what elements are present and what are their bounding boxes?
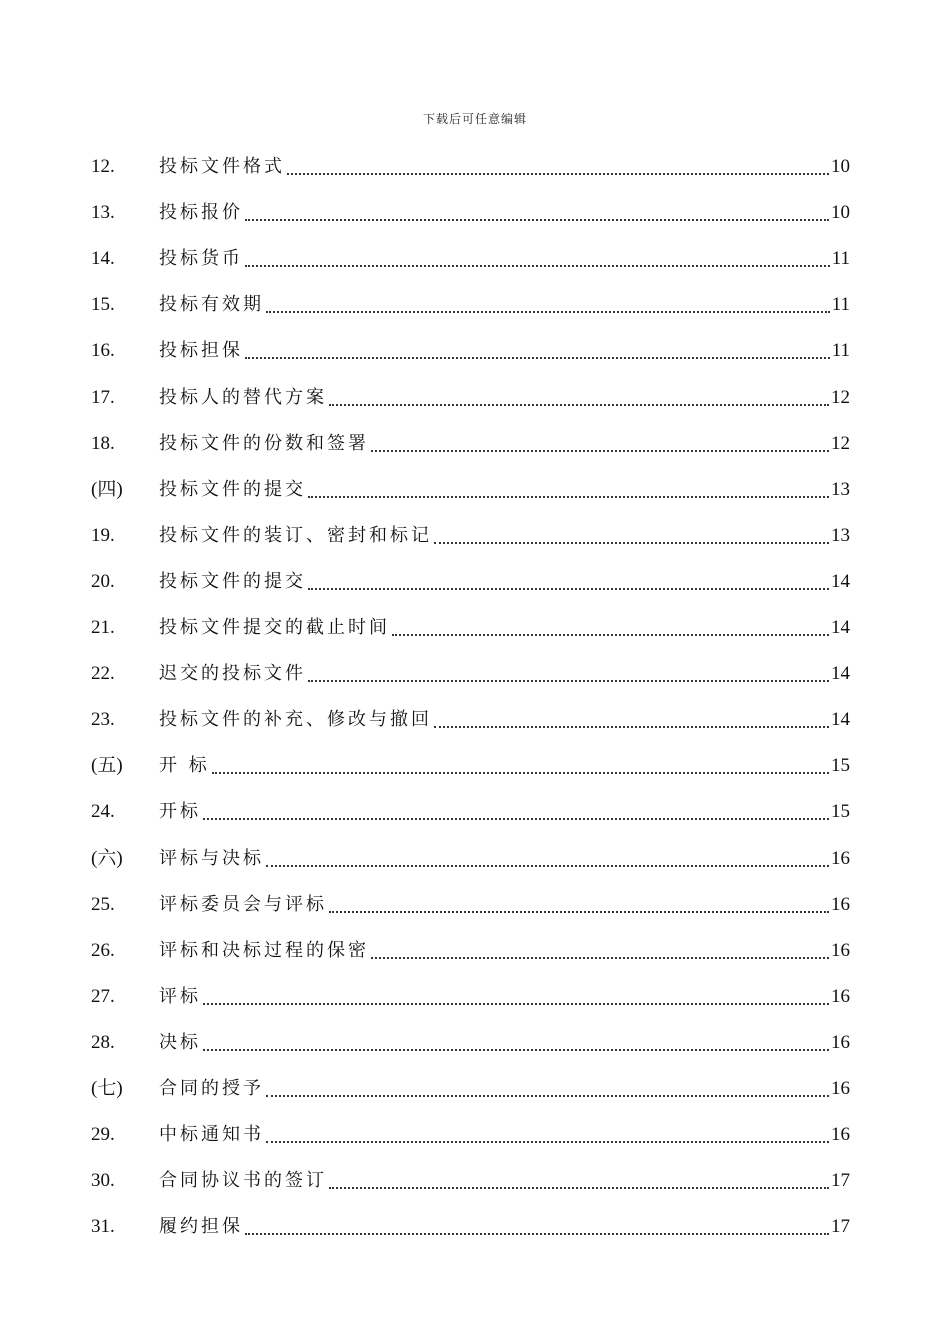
toc-leader-dots [329,1187,829,1189]
toc-entry-title: 合同的授予 [159,1077,264,1099]
toc-entry-title: 开 标 [159,755,210,777]
toc-leader-dots [203,818,829,820]
toc-entry[interactable] [91,421,850,467]
toc-entry-number: 18. [91,432,115,454]
toc-entry-page: 16 [831,1124,850,1146]
toc-entry-title: 投标文件的补充、修改与撤回 [159,709,432,731]
toc-entry-number: 28. [91,1031,115,1053]
toc-entry-number: 14. [91,248,115,270]
toc-entry-number: (六) [91,847,123,869]
toc-entry-title: 投标报价 [159,202,243,224]
toc-entry-title: 中标通知书 [159,1124,264,1146]
page-header: 下载后可任意编辑 [422,112,527,126]
toc-leader-dots [392,634,829,636]
toc-entry[interactable] [91,743,850,789]
toc-entry-page: 14 [831,709,850,731]
toc-entry-page: 14 [831,663,850,685]
toc-entry[interactable] [91,835,850,881]
toc-leader-dots [245,265,830,267]
toc-entry[interactable] [91,374,850,420]
toc-entry-page: 13 [831,478,850,500]
toc-entry-number: 20. [91,570,115,592]
toc-entry-page: 12 [831,386,850,408]
toc-entry[interactable] [91,328,850,374]
toc-entry[interactable] [91,882,850,928]
toc-entry-page: 11 [831,248,850,270]
toc-entry-title: 评标委员会与评标 [159,893,327,915]
toc-entry[interactable] [91,928,850,974]
toc-leader-dots [266,1141,829,1143]
toc-leader-dots [245,357,830,359]
toc-entry-page: 14 [831,570,850,592]
toc-entry[interactable] [91,144,850,190]
toc-entry[interactable] [91,236,850,282]
toc-entry-title: 评标 [159,985,201,1007]
toc-entry-page: 13 [831,524,850,546]
toc-entry[interactable] [91,282,850,328]
toc-entry[interactable] [91,190,850,236]
toc-entry-page: 15 [831,755,850,777]
toc-leader-dots [287,173,829,175]
toc-entry-title: 投标货币 [159,248,243,270]
toc-entry-page: 12 [831,432,850,454]
toc-leader-dots [203,1003,829,1005]
toc-entry[interactable] [91,697,850,743]
toc-entry-page: 15 [831,801,850,823]
toc-entry[interactable] [91,974,850,1020]
toc-entry-page: 11 [831,294,850,316]
toc-entry-number: 12. [91,156,115,178]
toc-leader-dots [212,772,829,774]
toc-entry-title: 投标人的替代方案 [159,386,327,408]
toc-entry-page: 16 [831,1077,850,1099]
toc-entry-title: 投标文件的提交 [159,570,306,592]
toc-entry-page: 16 [831,847,850,869]
toc-entry-number: (七) [91,1077,123,1099]
toc-entry-number: 27. [91,985,115,1007]
toc-leader-dots [308,588,829,590]
toc-entry-title: 评标与决标 [159,847,264,869]
toc-leader-dots [371,450,829,452]
toc-entry-number: 15. [91,294,115,316]
toc-leader-dots [245,1233,829,1235]
toc-entry-title: 投标文件格式 [159,156,285,178]
toc-entry-page: 16 [831,939,850,961]
toc-entry-title: 投标文件提交的截止时间 [159,617,390,639]
toc-leader-dots [266,311,830,313]
toc-entry-page: 16 [831,1031,850,1053]
toc-leader-dots [329,404,829,406]
toc-entry-number: 30. [91,1170,115,1192]
toc-entry-title: 投标文件的提交 [159,478,306,500]
toc-entry[interactable] [91,513,850,559]
toc-entry-number: 26. [91,939,115,961]
toc-entry-page: 17 [831,1216,850,1238]
toc-entry[interactable] [91,1066,850,1112]
toc-entry-number: 19. [91,524,115,546]
toc-entry-title: 决标 [159,1031,201,1053]
toc-entry-page: 16 [831,985,850,1007]
toc-entry-page: 10 [831,156,850,178]
toc-entry-number: 17. [91,386,115,408]
toc-leader-dots [434,542,829,544]
toc-leader-dots [308,496,829,498]
toc-leader-dots [203,1049,829,1051]
toc-entry-page: 17 [831,1170,850,1192]
toc-entry-page: 14 [831,617,850,639]
toc-entry[interactable] [91,1112,850,1158]
toc-entry-title: 迟交的投标文件 [159,663,306,685]
toc-entry[interactable] [91,559,850,605]
toc-entry-number: 29. [91,1124,115,1146]
toc-entry[interactable] [91,1204,850,1250]
toc-leader-dots [371,957,829,959]
table-of-contents [91,144,850,1250]
toc-entry[interactable] [91,605,850,651]
toc-leader-dots [266,1095,829,1097]
toc-leader-dots [329,911,829,913]
toc-entry-title: 评标和决标过程的保密 [159,939,369,961]
toc-entry[interactable] [91,1158,850,1204]
toc-entry-number: 13. [91,202,115,224]
toc-entry-title: 投标文件的份数和签署 [159,432,369,454]
toc-entry[interactable] [91,651,850,697]
toc-entry[interactable] [91,789,850,835]
toc-entry-title: 投标文件的装订、密封和标记 [159,524,432,546]
toc-entry-number: 24. [91,801,115,823]
toc-entry-page: 10 [831,202,850,224]
toc-entry-number: 21. [91,617,115,639]
toc-entry[interactable] [91,467,850,513]
toc-entry-number: (四) [91,478,123,500]
toc-entry-page: 11 [831,340,850,362]
toc-entry-number: (五) [91,755,123,777]
toc-entry-number: 16. [91,340,115,362]
toc-entry-title: 合同协议书的签订 [159,1170,327,1192]
toc-entry-title: 履约担保 [159,1216,243,1238]
toc-entry[interactable] [91,1020,850,1066]
toc-entry-page: 16 [831,893,850,915]
toc-entry-number: 31. [91,1216,115,1238]
toc-entry-number: 25. [91,893,115,915]
toc-entry-title: 开标 [159,801,201,823]
toc-leader-dots [434,726,829,728]
toc-entry-number: 23. [91,709,115,731]
toc-entry-title: 投标担保 [159,340,243,362]
toc-leader-dots [266,865,829,867]
toc-entry-title: 投标有效期 [159,294,264,316]
toc-leader-dots [245,219,829,221]
toc-leader-dots [308,680,829,682]
toc-entry-number: 22. [91,663,115,685]
